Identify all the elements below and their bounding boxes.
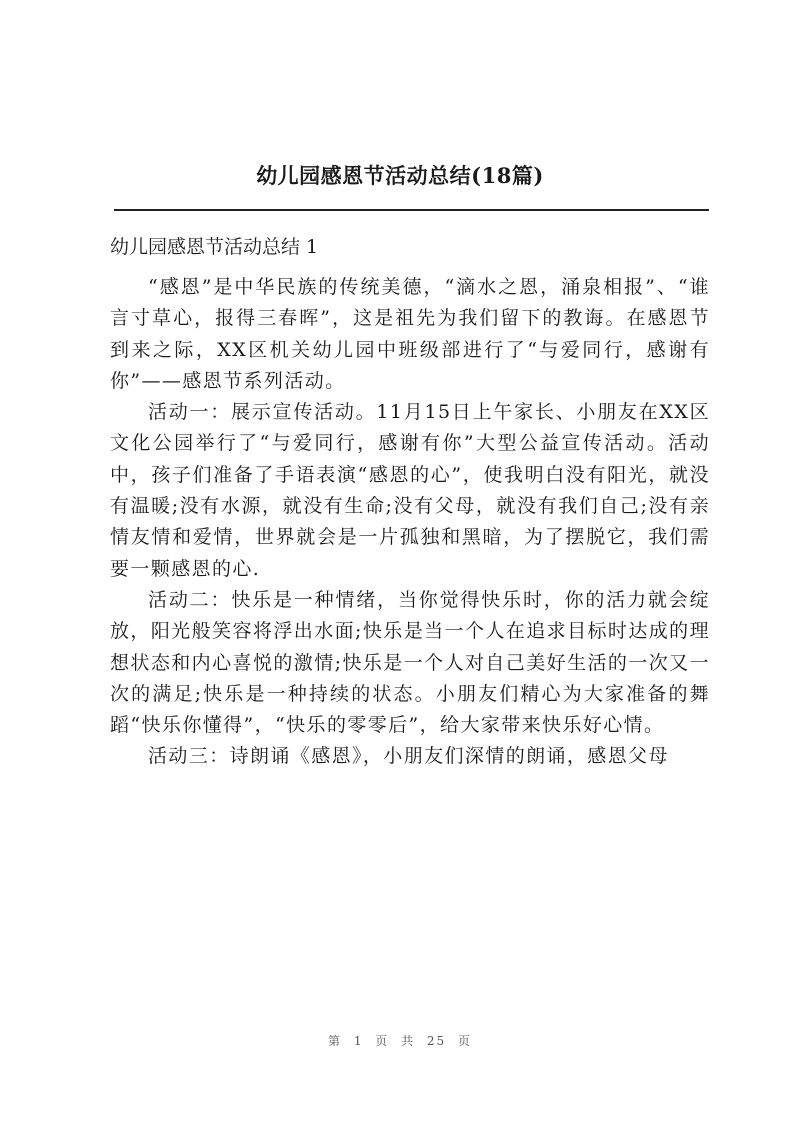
paragraph-activity-three: 活动三：诗朗诵《感恩》，小朋友们深情的朗诵，感恩父母 xyxy=(148,745,669,768)
document-title: 幼儿园感恩节活动总结(18篇) xyxy=(256,163,544,188)
body-text xyxy=(110,272,710,773)
paragraph-activity-one: 活动一：展示宣传活动。11月15日上午家长、小朋友在XX区文化公园举行了“与爱同行，感谢有你”大型公益宣传活动。活动中，孩子们准备了手语表演“感恩的心”，使我明白没有阳光，就没有温暖;没有水源，就没有生命;没有父母，就没有我们自己;没有亲情友情和爱情，世界就会是一片孤独和黑暗，为了摆脱它，我们需要一颗感恩的心. xyxy=(110,401,710,580)
section-heading: 幼儿园感恩节活动总结 1 xyxy=(110,236,319,258)
title-divider xyxy=(114,209,709,211)
paragraph-intro: “感恩”是中华民族的传统美德，“滴水之恩，涌泉相报”、“谁言寸草心，报得三春晖”，这是祖先为我们留下的教诲。在感恩节到来之际，XX区机关幼儿园中班级部进行了“与爱同行，感谢有你”——感恩节系列活动。 xyxy=(110,276,710,392)
paragraph-activity-two: 活动二：快乐是一种情绪，当你觉得快乐时，你的活力就会绽放，阳光般笑容将浮出水面;快乐是当一个人在追求目标时达成的理想状态和内心喜悦的激情;快乐是一个人对自己美好生活的一次又一次的满足;快乐是一种持续的状态。小朋友们精心为大家准备的舞蹈“快乐你懂得”，“快乐的零零后”，给大家带来快乐好心情。 xyxy=(110,588,710,737)
page-number-footer: 第 1 页 共 25 页 xyxy=(328,1034,472,1048)
